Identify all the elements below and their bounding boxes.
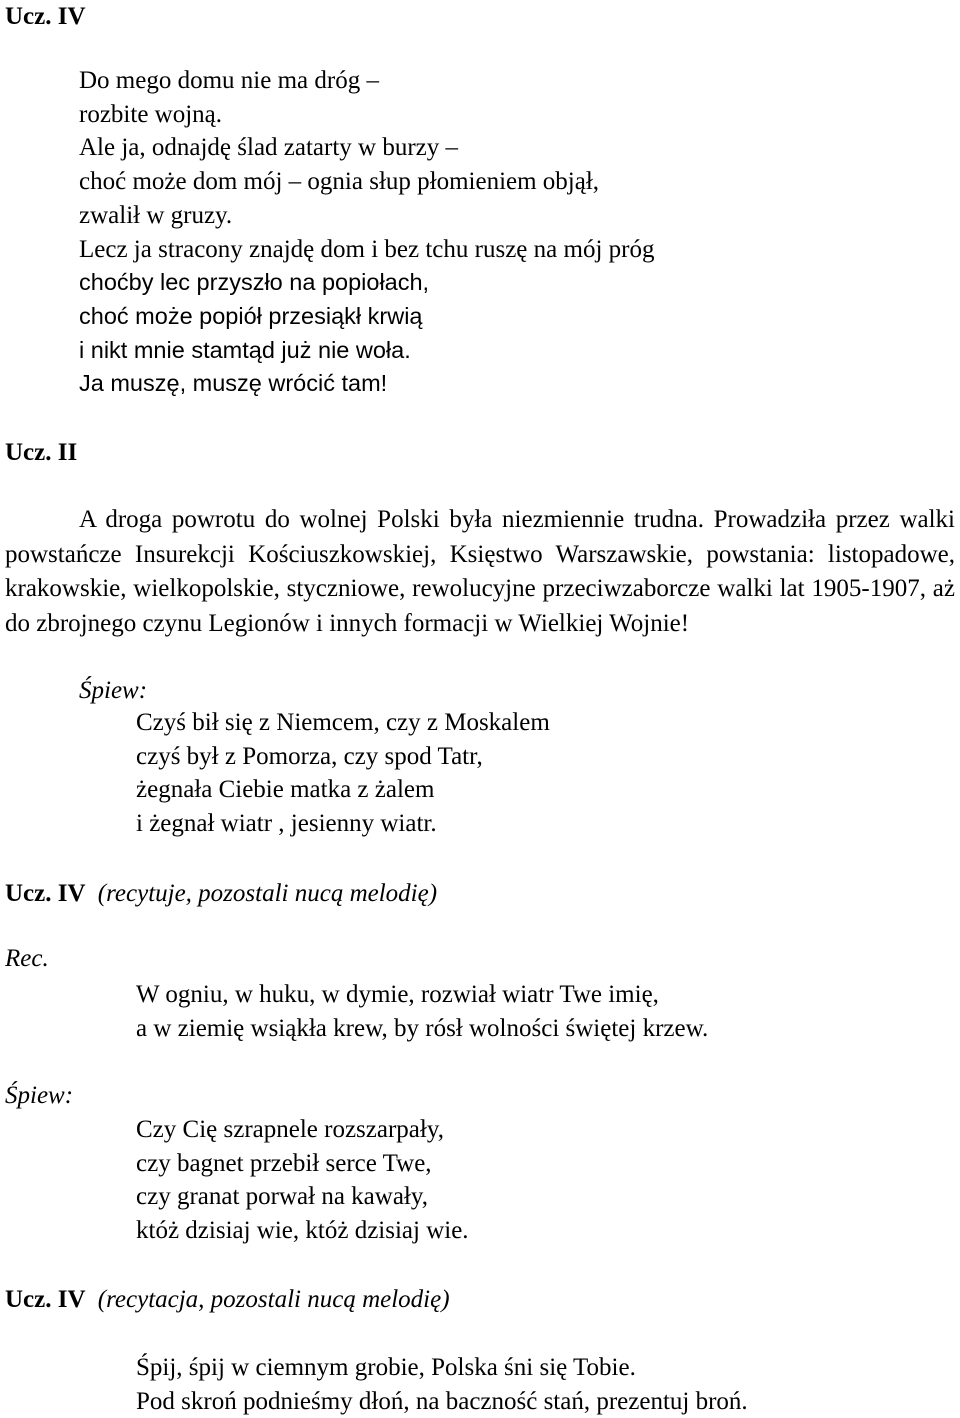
song-line: czy granat porwał na kawały, <box>136 1183 428 1211</box>
poem-line: Do mego domu nie ma dróg – <box>79 67 379 94</box>
speaker-label: Ucz. IV <box>5 1286 86 1313</box>
poem-line: choć może popiół przesiąkł krwią <box>79 302 423 329</box>
speaker-label: Ucz. IV <box>5 3 86 30</box>
final-line: Pod skroń podnieśmy dłoń, na baczność stań, prezentuj broń. <box>136 1387 748 1415</box>
final-stanza <box>136 1351 748 1418</box>
song-stanza <box>136 706 550 841</box>
speaker-line <box>5 877 437 910</box>
speaker-label: Ucz. II <box>5 439 78 466</box>
poem-line: rozbite wojną. <box>79 100 223 128</box>
speaker-label: Ucz. IV <box>5 880 86 907</box>
poem-stanza <box>79 64 654 401</box>
song-line: żegnała Ciebie matka z żalem <box>136 776 435 804</box>
song-line: i żegnał wiatr , jesienny wiatr. <box>136 810 437 838</box>
poem-line: choć może dom mój – ognia słup płomieniem objął, <box>79 168 600 196</box>
stage-direction: (recytacja, pozostali nucą melodię) <box>97 1286 450 1313</box>
final-line: Śpij, śpij w ciemnym grobie, Polska śni się Tobie. <box>136 1354 636 1381</box>
song-label: Śpiew: <box>5 1082 74 1109</box>
recitation-label: Rec. <box>5 945 49 972</box>
song-line: Czyś bił się z Niemcem, czy z Moskalem <box>136 709 550 736</box>
song-line: któż dzisiaj wie, któż dzisiaj wie. <box>136 1217 469 1245</box>
song-stanza <box>136 1113 469 1248</box>
poem-line: choćby lec przyszło na popiołach, <box>79 269 430 296</box>
poem-line: i nikt mnie stamtąd już nie woła. <box>79 336 411 363</box>
narration-paragraph: A droga powrotu do wolnej Polski była niezmiennie trudna. Prowadziła przez walki powstańcze Insurekcji Kościuszkowskiej, Księstwo Warszawskie, powstania: listopadowe, krakowskie, wielkopolskie, styczniowe, rewolucyjne przeciwzaborcze walki lat 1905-1907, aż do zbrojnego czynu Legionów i innych formacji w Wielkiej Wojnie! <box>5 506 955 637</box>
song-label: Śpiew: <box>79 677 148 704</box>
song-line: czyś był z Pomorza, czy spod Tatr, <box>136 742 483 770</box>
speaker-line <box>5 1283 450 1316</box>
stage-direction: (recytuje, pozostali nucą melodię) <box>97 880 438 907</box>
recitation-line: W ogniu, w huku, w dymie, rozwiał wiatr Twe imię, <box>136 981 659 1008</box>
song-line: Czy Cię szrapnele rozszarpały, <box>136 1116 444 1143</box>
poem-line: Lecz ja stracony znajdę dom i bez tchu ruszę na mój próg <box>79 235 655 263</box>
poem-line: zwalił w gruzy. <box>79 201 233 229</box>
poem-line: Ja muszę, muszę wrócić tam! <box>79 370 388 397</box>
poem-line: Ale ja, odnajdę ślad zatarty w burzy – <box>79 134 459 162</box>
recitation-stanza <box>136 978 708 1045</box>
recitation-line: a w ziemię wsiąkła krew, by rósł wolności świętej krzew. <box>136 1014 709 1042</box>
song-line: czy bagnet przebił serce Twe, <box>136 1149 432 1177</box>
